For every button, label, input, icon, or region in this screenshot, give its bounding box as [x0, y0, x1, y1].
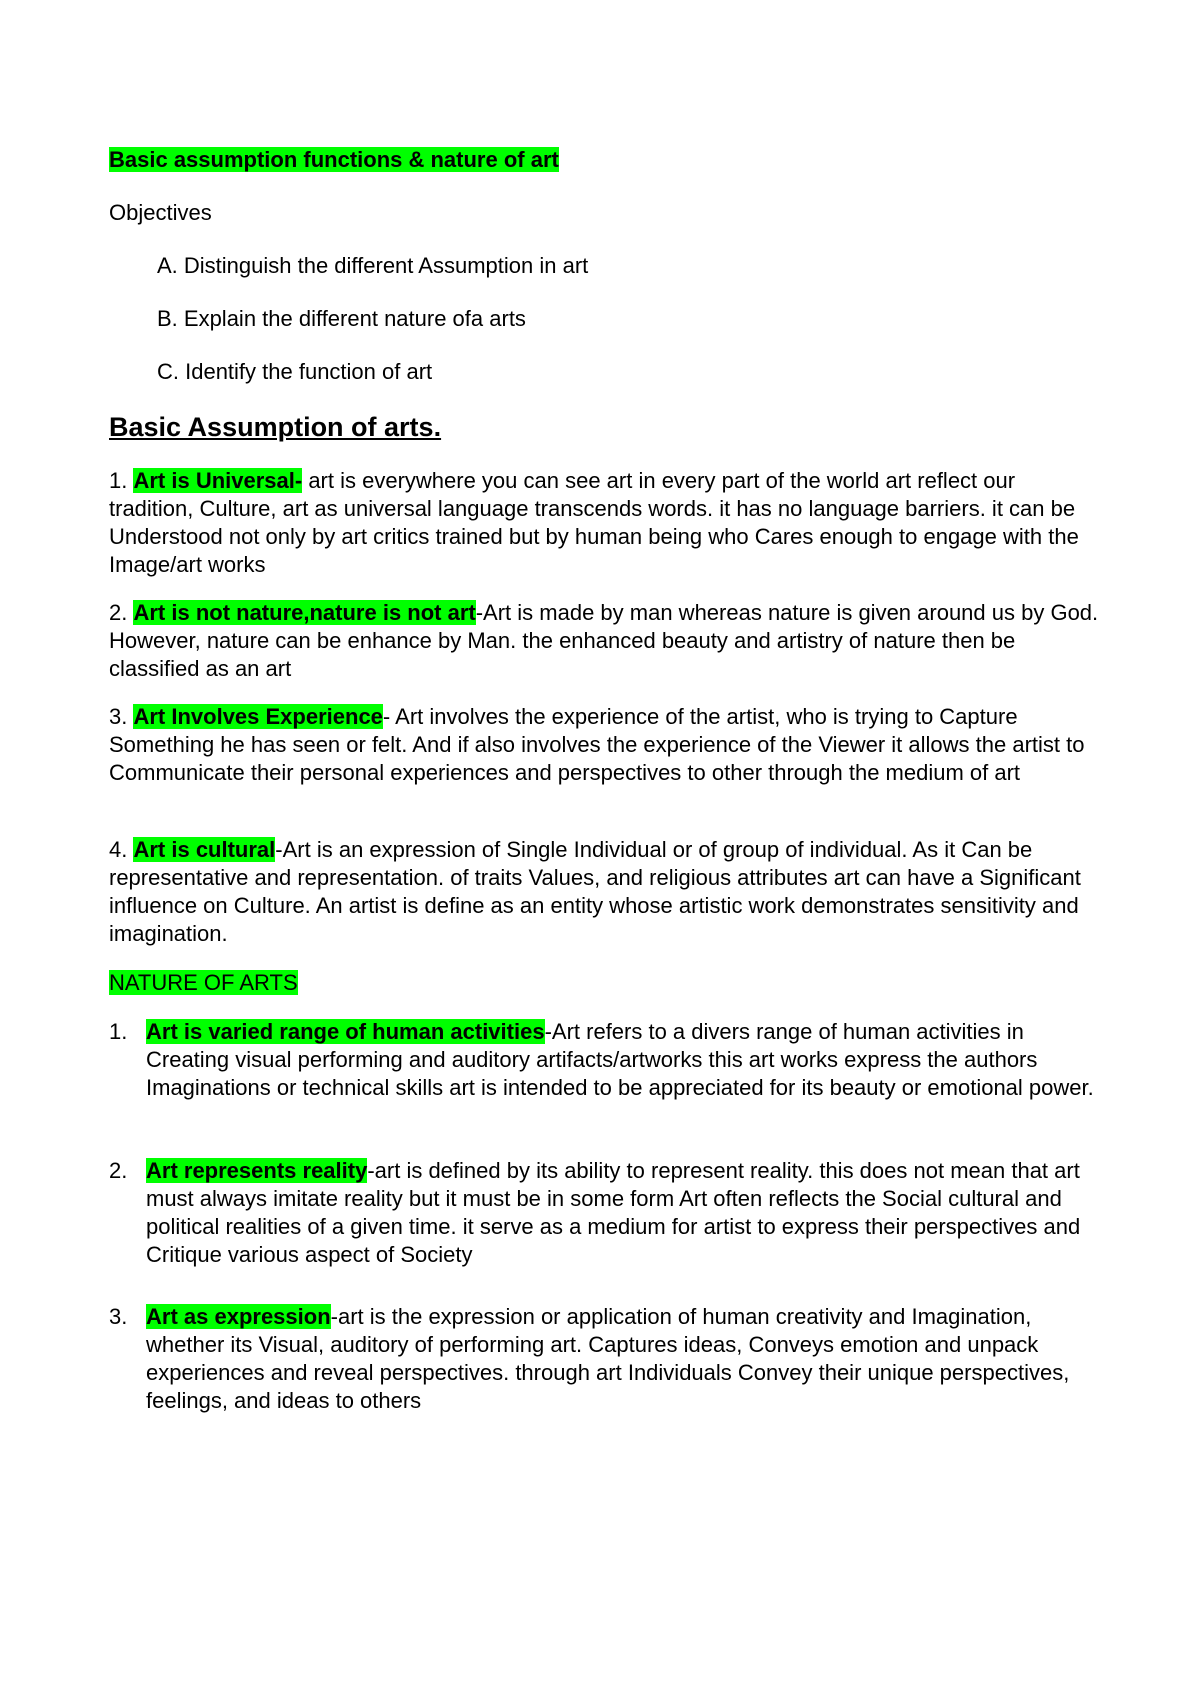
nature-term: Art represents reality	[146, 1158, 368, 1183]
assumptions-heading: Basic Assumption of arts.	[109, 412, 442, 442]
assumption-item-1	[109, 467, 1099, 579]
assumption-item-2	[109, 599, 1099, 683]
assumption-item-4	[109, 836, 1099, 948]
nature-item-body	[146, 1018, 1099, 1102]
assumption-number: 1.	[109, 468, 134, 493]
nature-number: 3.	[109, 1304, 128, 1329]
nature-text: -art is the expression or application of human creativity and Imagination, whether its Visual, auditory of performing art. Captures ideas, Conveys emotion and unpack experiences and reveal perspectives. through art Individuals Convey their unique perspectives, feelings, and ideas to others	[146, 1304, 1070, 1413]
document-page	[109, 0, 1099, 1696]
assumption-term: Art Involves Experience	[133, 704, 383, 729]
nature-number: 1.	[109, 1019, 128, 1044]
document-title-text: Basic assumption functions & nature of art	[109, 147, 559, 172]
objective-item-a: A. Distinguish the different Assumption in art	[157, 253, 589, 278]
nature-term: Art as expression	[146, 1304, 331, 1329]
nature-item-body	[146, 1303, 1099, 1415]
assumption-number: 4.	[109, 837, 134, 862]
nature-heading-text: NATURE OF ARTS	[109, 970, 298, 995]
document-title	[109, 146, 559, 174]
assumption-item-3	[109, 703, 1099, 787]
nature-text: -art is defined by its ability to represent reality. this does not mean that art must always imitate reality but it must be in some form Art often reflects the Social cultural and political realities of a given time. it serve as a medium for artist to express their perspectives and Critique various aspect of Society	[146, 1158, 1081, 1267]
assumption-text: art is everywhere you can see art in every part of the world art reflect our tradition, Culture, art as universal language transcends words. it has no language barriers. it can be Understood not only by art critics trained but by human being who Cares enough to engage with the Image/art works	[109, 468, 1079, 577]
nature-term: Art is varied range of human activities	[146, 1019, 545, 1044]
objective-item-b: B. Explain the different nature ofa arts	[157, 306, 526, 331]
assumption-term: Art is not nature,nature is not art	[133, 600, 476, 625]
assumption-text: - Art involves the experience of the artist, who is trying to Capture Something he has seen or felt. And if also involves the experience of the Viewer it allows the artist to Communicate their personal experiences and perspectives to other through the medium of art	[109, 704, 1085, 785]
objectives-label: Objectives	[109, 200, 212, 225]
nature-item-body	[146, 1157, 1099, 1269]
assumption-term: Art is cultural	[133, 837, 276, 862]
assumption-term: Art is Universal-	[133, 468, 303, 493]
nature-heading	[109, 969, 298, 997]
nature-number: 2.	[109, 1158, 128, 1183]
nature-text: -Art refers to a divers range of human activities in Creating visual performing and auditory artifacts/artworks this art works express the authors Imaginations or technical skills art is intended to be appreciated for its beauty or emotional power.	[146, 1019, 1094, 1100]
objective-item-c: C. Identify the function of art	[157, 359, 433, 384]
assumption-number: 3.	[109, 704, 134, 729]
assumption-text: -Art is made by man whereas nature is given around us by God. However, nature can be enhance by Man. the enhanced beauty and artistry of nature then be classified as an art	[109, 600, 1099, 681]
assumption-number: 2.	[109, 600, 134, 625]
assumption-text: -Art is an expression of Single Individual or of group of individual. As it Can be representative and representation. of traits Values, and religious attributes art can have a Significant influence on Culture. An artist is define as an entity whose artistic work demonstrates sensitivity and imagination.	[109, 837, 1081, 946]
